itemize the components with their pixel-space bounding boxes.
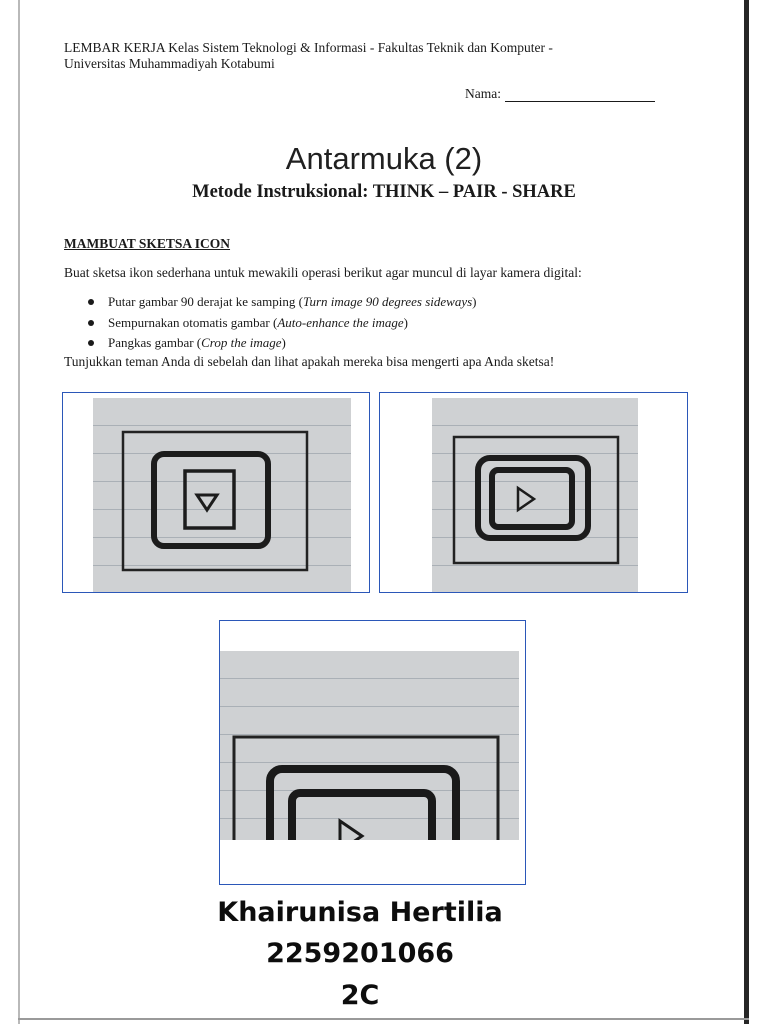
share-instruction: Tunjukkan teman Anda di sebelah dan lihat apakah mereka bisa mengerti apa Anda sketsa! <box>64 354 555 369</box>
name-blank-line <box>505 90 655 102</box>
student-id: 2259201066 <box>266 938 454 969</box>
sketch-photo-3 <box>220 651 519 840</box>
name-field <box>465 86 655 102</box>
crop-sketch-icon <box>220 651 519 840</box>
header-line-1: LEMBAR KERJA Kelas Sistem Teknologi & Informasi - Fakultas Teknik dan Komputer - <box>64 40 553 55</box>
operation-list <box>64 293 477 355</box>
sketch-photo-2 <box>432 398 638 592</box>
sketch-photo-frame-2 <box>379 392 688 593</box>
header-line-2: Universitas Muhammadiyah Kotabumi <box>64 56 275 71</box>
sketch-photo-1 <box>93 398 351 592</box>
worksheet-header <box>64 40 664 72</box>
rotate-sketch-icon <box>93 398 351 592</box>
page-subtitle: Metode Instruksional: THINK – PAIR - SHARE <box>192 182 576 202</box>
page-edge-bottom <box>18 1018 749 1020</box>
student-name: Khairunisa Hertilia <box>217 897 503 928</box>
section-heading: MAMBUAT SKETSA ICON <box>64 236 231 251</box>
page-title: Antarmuka (2) <box>285 141 483 176</box>
name-label: Nama: <box>465 86 501 101</box>
instruction-text: Buat sketsa ikon sederhana untuk mewakili operasi berikut agar muncul di layar kamera digital: <box>64 265 582 280</box>
auto-enhance-sketch-icon <box>432 398 638 592</box>
sketch-photo-frame-3 <box>219 620 526 885</box>
list-item: Pangkas gambar (Crop the image) <box>64 334 477 355</box>
list-item: Putar gambar 90 derajat ke samping (Turn image 90 degrees sideways) <box>64 293 477 314</box>
list-item: Sempurnakan otomatis gambar (Auto-enhance the image) <box>64 314 477 335</box>
sketch-photo-frame-1 <box>62 392 370 593</box>
student-class: 2C <box>340 980 380 1011</box>
